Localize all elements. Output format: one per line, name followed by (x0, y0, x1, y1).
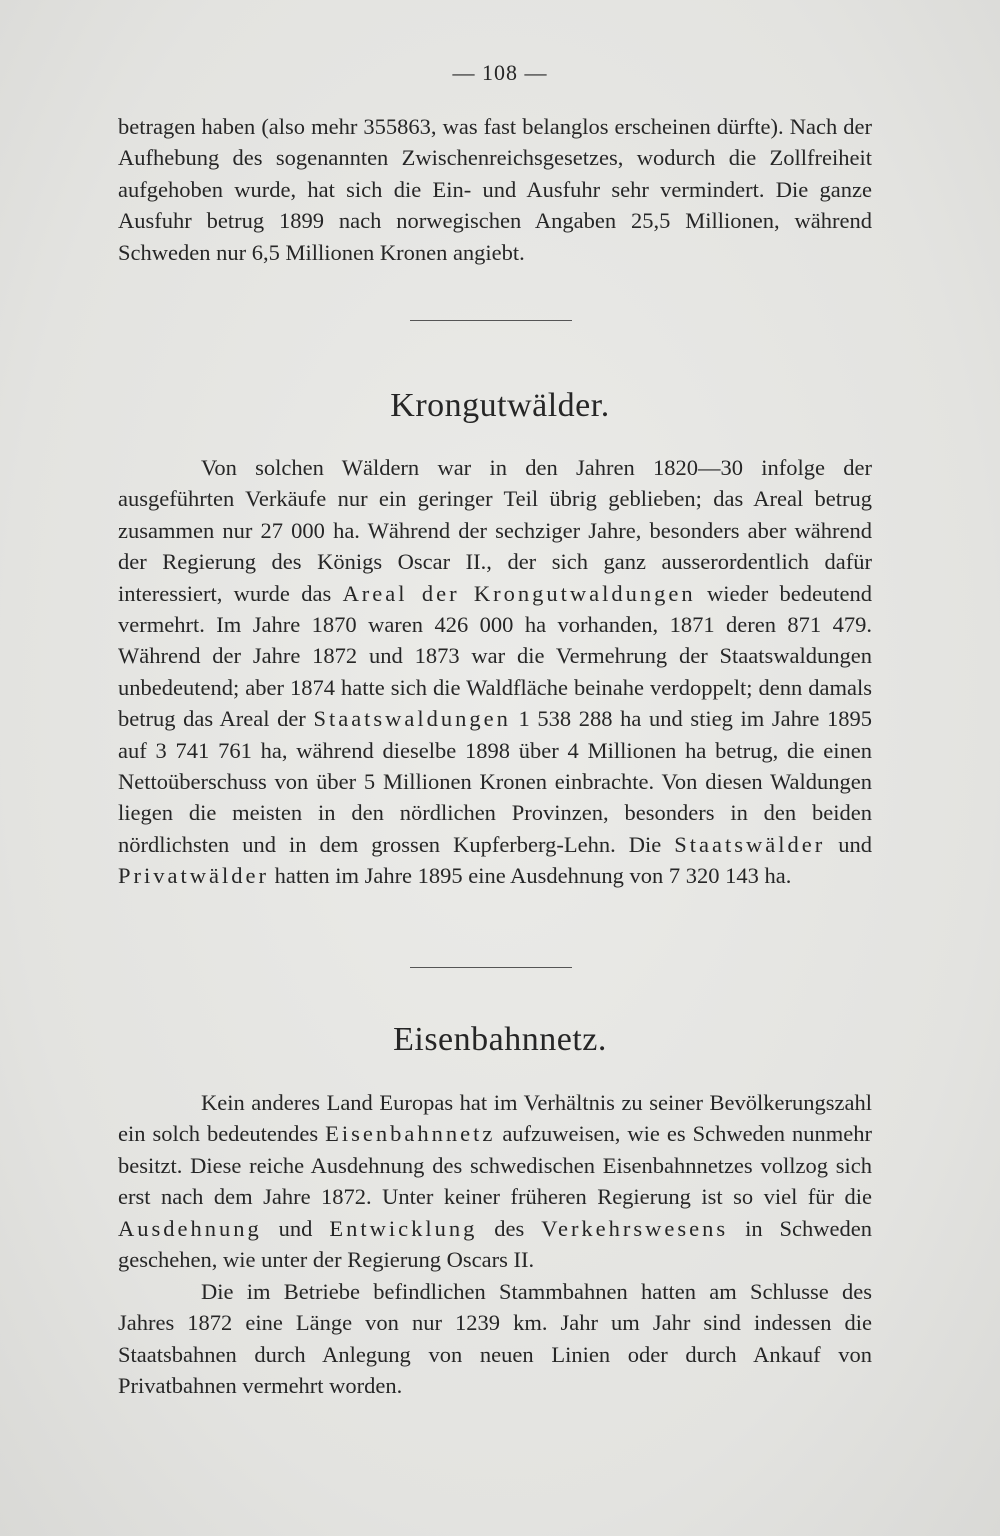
eisenbahn-paragraph-2: Die im Betriebe befindlichen Stammbahnen hatten am Schlusse des Jahres 1872 eine Länge von nur 1239 km. Jahr um Jahr sind indessen die Staatsbahnen durch Anlegung von neuen Linien oder durch Ankauf von Privatbahnen vermehrt worden. (118, 1279, 872, 1399)
text-run: aufzuweisen, wie es Schweden nunmehr besitzt. Diese reiche Ausdehnung des schwedischen Eisenbahnnetzes vollzog sich erst nach dem Jahre 1872. Unter keiner früheren Regierung ist so viel für die (118, 1121, 872, 1210)
eisenbahn-paragraph-1 (118, 1087, 872, 1275)
krongut-paragraph (118, 452, 872, 892)
emphasis-areal-krongutwaldungen: Areal der Krongutwaldungen (342, 580, 696, 606)
text-run: und (825, 831, 872, 857)
page-number: — 108 — (452, 60, 548, 85)
text-run: Kein anderes Land Europas hat im Verhältnis zu seiner Bevölkerungszahl ein solch bedeutendes (118, 1090, 872, 1147)
emphasis-staatswaelder: Staatswälder (674, 831, 826, 857)
text-run: des (477, 1215, 542, 1241)
text-run: wieder bedeutend vermehrt. Im Jahre 1870 waren 426 000 ha vorhanden, 1871 deren 871 479. Während der Jahre 1872 und 1873 war die Vermehrung der Staatswaldungen unbedeutend; aber 1874 hatte sich die Waldfläche beinahe verdoppelt; denn damals betrug das Areal der (118, 580, 872, 732)
heading-krongutwaelder: Krongutwälder. (390, 387, 610, 424)
heading-eisenbahnnetz: Eisenbahnnetz. (393, 1021, 607, 1058)
text-run: in Schweden geschehen, wie unter der Regierung Oscars II. (118, 1215, 872, 1273)
section-divider (410, 320, 572, 321)
emphasis-eisenbahnnetz: Eisenbahnnetz (325, 1121, 496, 1147)
emphasis-privatwaelder: Privatwälder (118, 863, 269, 889)
emphasis-staatswaldungen: Staatswaldungen (313, 706, 511, 732)
text-run: 1 538 288 ha und stieg im Jahre 1895 auf 3 741 761 ha, während dieselbe 1898 über 4 Millionen ha betrug, die einen Nettoüberschuss von über 5 Millionen Kronen einbrachte. Von diesen Waldungen liegen die meisten in den nördlichen Provinzen, besonders in den beiden nördlichsten und in dem grossen Kupferberg-Lehn. Die (118, 706, 872, 857)
emphasis-ausdehnung: Ausdehnung (118, 1215, 262, 1241)
intro-paragraph: betragen haben (also mehr 355863, was fast belanglos erscheinen dürfte). Nach der Aufhebung des sogenannten Zwischenreichsgesetzes, wodurch die Zollfreiheit aufgehoben wurde, hat sich die Ein- und Ausfuhr sehr vermindert. Die ganze Ausfuhr betrug 1899 nach norwegischen Angaben 25,5 Millionen, während Schweden nur 6,5 Millionen Kronen angiebt. (118, 114, 872, 265)
section-divider (410, 967, 572, 968)
text-run: und (261, 1215, 330, 1241)
text-run: Von solchen Wäldern war in den Jahren 1820—30 infolge der ausgeführten Verkäufe nur ein geringer Teil übrig geblieben; das Areal betrug zusammen nur 27 000 ha. Während der sechziger Jahre, besonders aber während der Regierung des Königs Oscar II., der sich ganz ausserordentlich dafür interessiert, wurde das (118, 455, 872, 606)
emphasis-entwicklung: Entwicklung (329, 1215, 478, 1241)
emphasis-verkehrswesens: Verkehrswesens (541, 1215, 729, 1241)
text-run: hatten im Jahre 1895 eine Ausdehnung von 7 320 143 ha. (268, 863, 792, 889)
